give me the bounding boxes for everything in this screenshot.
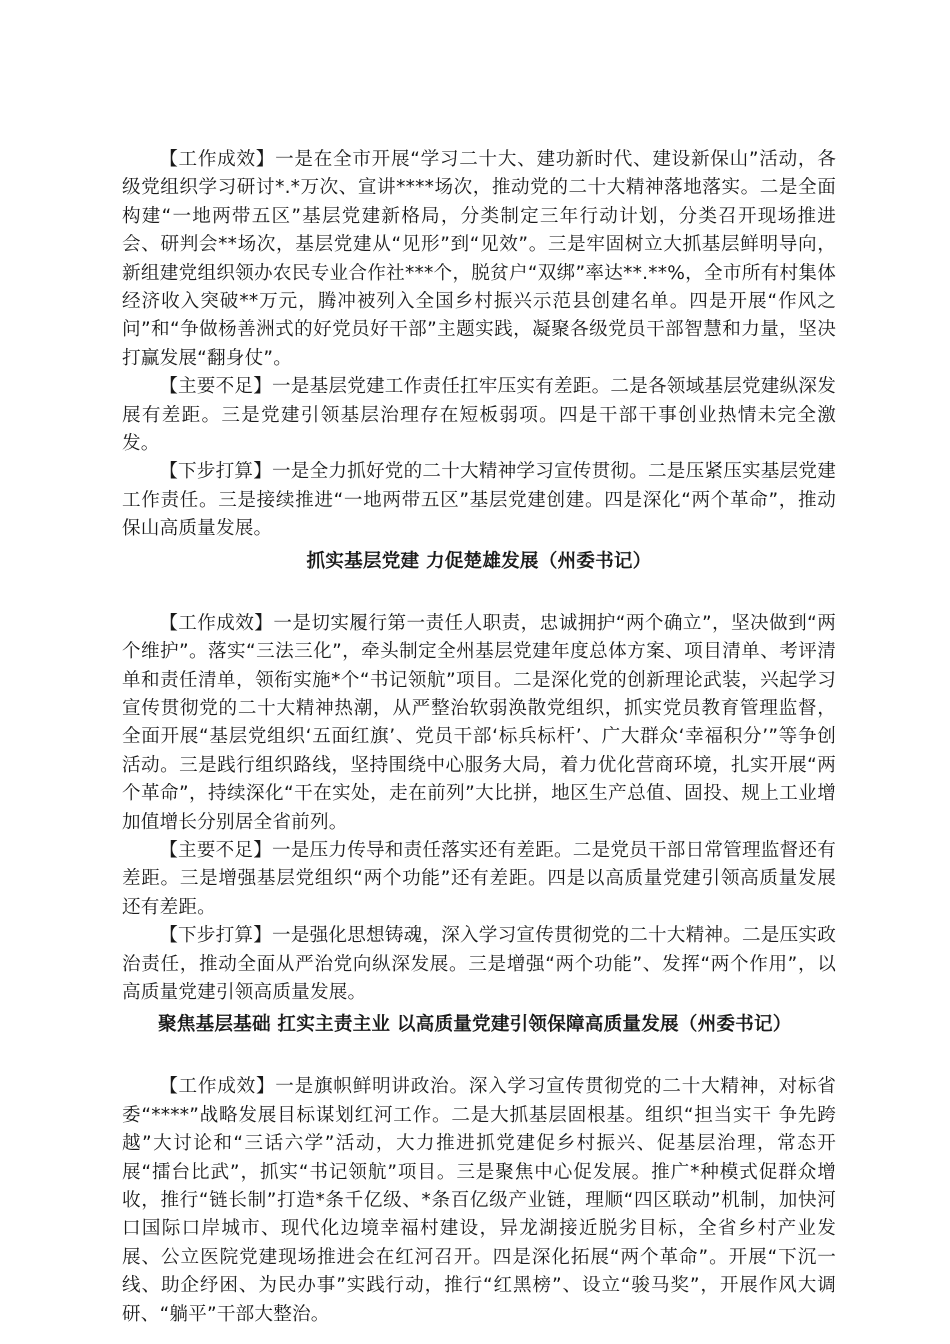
shortcomings-paragraph: 【主要不足】一是压力传导和责任落实还有差距。二是党员干部日常管理监督还有差距。三是增强基层党组织“两个功能”还有差距。四是以高质量党建引领高质量发展还有差距。 [122, 839, 836, 918]
next-steps-paragraph: 【下步打算】一是强化思想铸魂，深入学习宣传贯彻党的二十大精神。二是压实政治责任，推动全面从严治党向纵深发展。三是增强“两个功能”、发挥“两个作用”，以高质量党建引领高质量发展。 [122, 925, 836, 1003]
document-page [122, 146, 836, 1329]
section-title: 聚焦基层基础 扛实主责主业 以高质量党建引领保障高质量发展（州委书记） [158, 1014, 792, 1036]
next-steps-paragraph: 【下步打算】一是全力抓好党的二十大精神学习宣传贯彻。二是压紧压实基层党建工作责任。三是接续推进“一地两带五区”基层党建创建。四是深化“两个革命”，推动保山高质量发展。 [122, 461, 836, 540]
section-title: 抓实基层党建 力促楚雄发展（州委书记） [306, 550, 652, 572]
shortcomings-paragraph: 【主要不足】一是基层党建工作责任扛牢压实有差距。二是各领域基层党建纵深发展有差距。三是党建引领基层治理存在短板弱项。四是干部干事创业热情未完全激发。 [122, 376, 836, 455]
achievements-paragraph: 【工作成效】一是旗帜鲜明讲政治。深入学习宣传贯彻党的二十大精神，对标省委“****”战略发展目标谋划红河工作。二是大抓基层固根基。组织“担当实干 争先跨越”大讨论和“三话六学”活动，大力推进抓党建促乡村振兴、促基层治理，常态开展“擂台比武”，抓实“书记领航”项目。三是聚焦中心促发展。推广*种模式促群众增收，推行“链长制”打造*条千亿级、*条百亿级产业链，理顺“四区联动”机制，加快河口国际口岸城市、现代化边境幸福村建设，异龙湖接近脱劣目标，全省乡村产业发展、公立医院党建现场推进会在红河召开。四是深化拓展“两个革命”。开展“下沉一线、助企纾困、为民办事”实践行动，推行“红黑榜”、设立“骏马奖”，开展作风大调研、“躺平”干部大整治。 [122, 1076, 836, 1325]
section-chuxiong [122, 548, 836, 1008]
section-baoshan [122, 146, 836, 544]
achievements-paragraph: 【工作成效】一是在全市开展“学习二十大、建功新时代、建设新保山”活动，各级党组织学习研讨*.*万次、宣讲****场次，推动党的二十大精神落地落实。二是全面构建“一地两带五区”基层党建新格局，分类制定三年行动计划，分类召开现场推进会、研判会**场次，基层党建从“见形”到“见效”。三是牢固树立大抓基层鲜明导向，新组建党组织领办农民专业合作社***个，脱贫户“双绑”率达**.**%，全市所有村集体经济收入突破**万元，腾冲被列入全国乡村振兴示范县创建名单。四是开展“作风之问”和“争做杨善洲式的好党员好干部”主题实践，凝聚各级党员干部智慧和力量，坚决打赢发展“翻身仗”。 [122, 149, 836, 369]
section-honghe [122, 1011, 836, 1329]
achievements-paragraph: 【工作成效】一是切实履行第一责任人职责，忠诚拥护“两个确立”，坚决做到“两个维护”。落实“三法三化”，牵头制定全州基层党建年度总体方案、项目清单、考评清单和责任清单，领衔实施*个“书记领航”项目。二是深化党的创新理论武装，兴起学习宣传贯彻党的二十大精神热潮，从严整治软弱涣散党组织，抓实党员教育管理监督，全面开展“基层党组织‘五面红旗’、党员干部‘标兵标杆’、广大群众‘幸福积分’”等争创活动。三是践行组织路线，坚持围绕中心服务大局，着力优化营商环境，扎实开展“两个革命”，持续深化“干在实处，走在前列”大比拼，地区生产总值、固投、规上工业增加值增长分别居全省前列。 [122, 612, 836, 833]
